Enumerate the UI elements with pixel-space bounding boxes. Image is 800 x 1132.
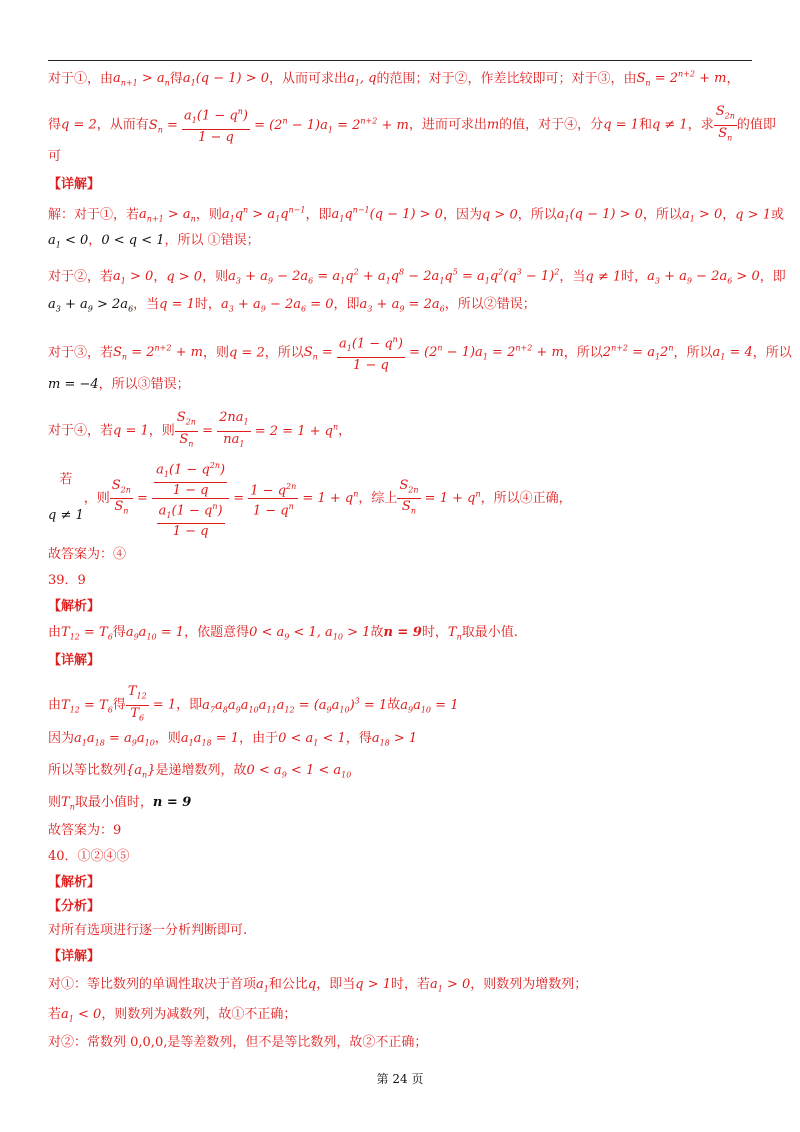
page-footer: 第 24 页: [376, 1072, 424, 1086]
q39-detail-line-4: 则$T_n$取最小值时，n = 9: [48, 795, 192, 812]
q39-detail-line-3: 所以等比数列$\{a_n\}$是递增数列，故$0 < a_9 < 1 < a_{10}$: [48, 763, 352, 780]
solution-line-3: 对于②，若$a_1 > 0$，q > 0，则$a_3 + a_9 - 2a_6 = a_1q^2 + a_1q^8 - 2a_1q^5 = a_1q^2(q^3 - 1)^2$，当q ≠ 1时，$a_3 + a_9 - 2a_6 > 0$，即: [48, 268, 786, 286]
q40-analysis-label: 【解析】: [48, 875, 101, 890]
answer-38: 故答案为：④: [48, 547, 127, 562]
q40-analysis-text: 对所有选项进行逐一分析判断即可.: [48, 923, 248, 938]
q39-analysis-line: 由$T_{12} = T_6$得$a_9a_{10} = 1$，依题意得$0 < a_9 < 1$, $a_{10} > 1$故n = 9时，$T_n$取最小值.: [48, 625, 518, 642]
solution-line-7: 对于④，若q = 1，则 $\frac{S_{2n}}{S_n}$ = $\frac{2na_1}{na_1}$ = $2 = 1 + q^n$，: [48, 410, 352, 449]
q40-analysis-sub: 【分析】: [48, 899, 101, 914]
q40-detail-label: 【详解】: [48, 949, 101, 964]
q39-number: 39．9: [48, 573, 86, 588]
solution-line-6: m = −4，所以③错误；: [48, 377, 190, 392]
q39-detail-line-2: 因为$a_1a_{18} = a_9a_{10}$，则$a_1a_{18} = 1$，由于$0 < a_1 < 1$，得$a_{18} > 1$: [48, 731, 418, 748]
solution-line-1: 解：对于①，若$a_{n+1} > a_n$，则$a_1q^n > a_1q^{n-1}$，即$a_1q^{n-1}(q - 1) > 0$，因为q > 0，所以$a_1(q - 1) > 0$，所以$a_1 > 0$，q > 1或: [48, 206, 785, 224]
q40-detail-line-1: 对①：等比数列的单调性取决于首项$a_1$和公比q，即当q > 1时，若$a_1 > 0$，则数列为增数列；: [48, 977, 588, 994]
q40-detail-line-3: 对②：常数列 0,0,0,是等差数列，但不是等比数列，故②不正确；: [48, 1035, 428, 1050]
detail-label-38: 【详解】: [48, 177, 101, 192]
analysis-line-2: 得q = 2，从而有$S_n$ = $\frac{a_1(1 - q^n)}{1 - q}$ = $(2^n - 1)a_1 = 2^{n+2} + m$，进而可求出m的值，对于④，分q = 1和q ≠ 1，求 $\frac{S_{2n}}{S_n}$ 的值即: [48, 104, 776, 146]
header-rule: [48, 60, 752, 61]
q40-detail-line-2: 若$a_1 < 0$，则数列为减数列，故①不正确；: [48, 1007, 297, 1024]
q39-detail-label: 【详解】: [48, 653, 101, 668]
q39-answer: 故答案为：9: [48, 823, 122, 838]
q39-analysis-label: 【解析】: [48, 599, 101, 614]
analysis-line-1: 对于①，由$a_{n+1} > a_n$得$a_1(q - 1) > 0$，从而可求出$a_1$, q的范围；对于②，作差比较即可；对于③，由$S_n = 2^{n+2} + m$，: [48, 70, 740, 88]
solution-line-8: 若 q ≠ 1 ，则 $\frac{S_{2n}}{S_n}$ = $\frac{\frac{a_1(1 - q^{2n})}{1 - q}}{\frac{a_1(1 - q^n)}{1 - q}}$ = $\frac{1 - q^{2n}}{1 - q^n}$ = $1 + q^n$，综上 $\frac{S_{2n}}{S_n}$ = $1 + q^n$，所以④正确，: [48, 458, 752, 530]
analysis-line-3: 可: [48, 149, 62, 164]
q39-detail-line-1: 由$T_{12} = T_6$得 $\frac{T_{12}}{T_6}$ = 1，即$a_7a_8a_9a_{10}a_{11}a_{12} = (a_9a_{10})^3 = 1$故$a_9a_{10} = 1$: [48, 684, 459, 723]
solution-line-2: $a_1 < 0$，0 < q < 1，所以 ①错误；: [48, 233, 260, 250]
solution-line-4: $a_3 + a_9 > 2a_6$，当q = 1时，$a_3 + a_9 - 2a_6 = 0$，即$a_3 + a_9 = 2a_6$，所以②错误；: [48, 297, 536, 314]
solution-line-5: 对于③，若$S_n = 2^{n+2} + m$，则q = 2，所以$S_n$ = $\frac{a_1(1 - q^n)}{1 - q}$ = $(2^n - 1)a_1 = 2^{n+2} + m$，所以$2^{n+2} = a_12^n$，所以$a_1 = 4$，所以: [48, 332, 752, 368]
q40-number: 40．①②④⑤: [48, 849, 130, 864]
